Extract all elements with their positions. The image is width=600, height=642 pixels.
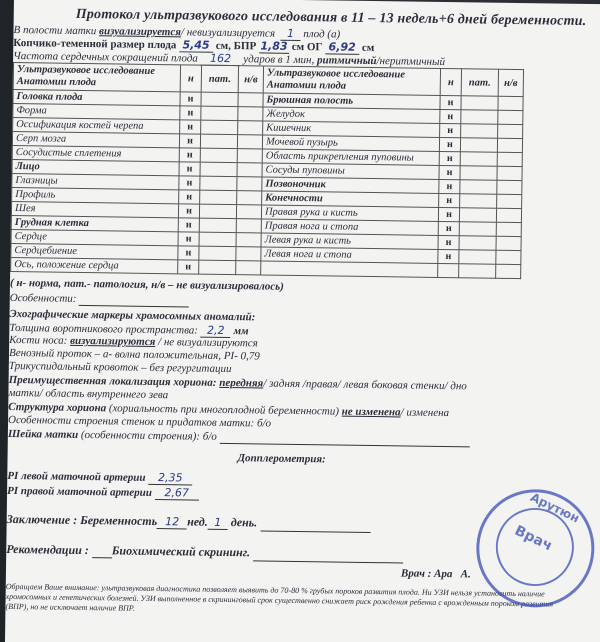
right-nv-cell bbox=[496, 236, 521, 250]
right-organ-label: Мочевой пузырь bbox=[262, 135, 439, 151]
right-norm-mark: н bbox=[439, 179, 460, 193]
left-norm-mark: н bbox=[179, 190, 200, 204]
right-organ-label: Конечности bbox=[262, 191, 439, 207]
markers-title: Эхографические маркеры хромосомных аномалий: bbox=[9, 307, 256, 324]
right-organ-label: Желудок bbox=[263, 107, 440, 123]
right-norm-mark bbox=[438, 263, 459, 277]
stamp-ring-text: Арутюн bbox=[528, 490, 582, 526]
right-pat-cell bbox=[459, 222, 496, 237]
left-norm-mark: н bbox=[178, 232, 199, 246]
left-organ-label: Оссификация костей черепа bbox=[13, 117, 180, 133]
left-nv-cell bbox=[237, 149, 262, 163]
pi-right-line: PI правой маточной артерии 2,67 bbox=[7, 484, 199, 501]
left-nv-cell bbox=[237, 163, 262, 177]
right-norm-mark: н bbox=[439, 137, 460, 151]
left-norm-mark: н bbox=[178, 246, 199, 260]
chorion-location-value: передняя bbox=[219, 376, 264, 390]
right-nv-header: н/в bbox=[498, 69, 523, 96]
right-pat-cell bbox=[460, 180, 497, 195]
left-col-header: Ультразвуковое исследование Анатомии плода bbox=[13, 63, 180, 92]
left-norm-mark: н bbox=[178, 260, 199, 274]
right-nv-cell bbox=[496, 264, 521, 278]
nt-value: 2,2 bbox=[201, 324, 231, 338]
right-norm-mark: н bbox=[440, 109, 461, 123]
recommendations-line: Рекомендации : Биохимический скрининг. bbox=[6, 542, 403, 564]
right-norm-mark: н bbox=[438, 221, 459, 235]
right-nv-cell bbox=[497, 166, 522, 180]
right-pat-cell bbox=[460, 138, 497, 153]
left-norm-mark: н bbox=[180, 106, 201, 120]
fetus-count-line: В полости матки визуализируется/ невизуализируется 1 плод (а) bbox=[13, 23, 341, 41]
visualized-option: визуализируется bbox=[98, 25, 182, 39]
doctor-signature-line: Врач : Ара А. bbox=[400, 567, 471, 581]
left-norm-mark: н bbox=[179, 176, 200, 190]
footnote: Обращаем Ваше внимание: ультразвуковая диагностика позволяет выявить до 70-80 % грубых пороков развития плода. Ни УЗИ нельзя установить наличие хромосомных и генетических болезней. УЗИ выполненное в скрининговый срок существенно снижает риск рождения ребенка с врожденным пороком развития (ВПР), но не исключает наличие ВПР. bbox=[5, 581, 554, 613]
left-nv-cell bbox=[238, 121, 263, 135]
right-organ-label: Правая рука и кисть bbox=[261, 205, 438, 221]
left-pat-cell bbox=[200, 190, 237, 205]
left-nv-cell bbox=[238, 107, 263, 121]
nose-visualized: визуализируются bbox=[70, 334, 156, 349]
right-pat-cell bbox=[460, 194, 497, 209]
left-pat-cell bbox=[201, 120, 238, 135]
left-nv-cell bbox=[236, 219, 261, 233]
left-organ-label: Сосудистые сплетения bbox=[12, 145, 179, 161]
nose-bones-line: Кости носа: визуализируются / не визуализируются bbox=[9, 333, 258, 350]
left-organ-label: Глазницы bbox=[12, 173, 179, 189]
left-organ-label: Ось, положение сердца bbox=[11, 257, 178, 273]
right-pat-cell bbox=[460, 152, 497, 167]
right-nv-cell bbox=[498, 124, 523, 138]
pi-left-value: 2,35 bbox=[148, 471, 192, 486]
left-norm-mark: н bbox=[179, 148, 200, 162]
left-norm-mark: н bbox=[180, 92, 201, 106]
left-nv-cell bbox=[236, 233, 261, 247]
cervix-line: Шейка матки (особенности строения): б/о bbox=[8, 428, 470, 447]
right-organ-label: Брюшная полость bbox=[263, 93, 440, 109]
left-pat-header: пат. bbox=[201, 65, 238, 93]
rhythmic-option: ритмичный bbox=[316, 54, 377, 68]
chorion-location-line-2: матки/ область внутреннего зева bbox=[8, 386, 169, 402]
right-n-header: н bbox=[440, 68, 461, 95]
left-nv-cell bbox=[237, 191, 262, 205]
conclusion-days: 1 bbox=[208, 516, 228, 530]
left-pat-cell bbox=[200, 176, 237, 191]
left-pat-cell bbox=[200, 162, 237, 177]
left-organ-label: Серп мозга bbox=[12, 131, 179, 147]
left-organ-label: Шея bbox=[11, 201, 178, 217]
right-pat-cell bbox=[461, 124, 498, 139]
right-norm-mark: н bbox=[438, 235, 459, 249]
right-organ-label: Кишечник bbox=[263, 121, 440, 137]
uterus-walls-line: Особенности строения стенок и придатков матки: б/о bbox=[7, 413, 272, 430]
tricuspid-line: Трикуспидальный кровоток – без регургитации bbox=[8, 359, 232, 376]
right-nv-cell bbox=[497, 194, 522, 208]
left-n-header: н bbox=[180, 65, 201, 92]
right-norm-mark: н bbox=[438, 249, 459, 263]
protocol-sheet bbox=[5, 0, 600, 642]
right-pat-cell bbox=[459, 208, 496, 223]
left-pat-cell bbox=[201, 92, 238, 107]
right-nv-cell bbox=[497, 152, 522, 166]
right-organ-label: Область прикрепления пуповины bbox=[262, 149, 439, 165]
left-nv-header: н/в bbox=[238, 66, 263, 93]
right-organ-label: Сосуды пуповины bbox=[262, 163, 439, 179]
right-pat-cell bbox=[459, 250, 496, 265]
right-norm-mark: н bbox=[440, 123, 461, 137]
pi-left-line: PI левой маточной артерии 2,35 bbox=[7, 469, 192, 486]
left-norm-mark: н bbox=[179, 162, 200, 176]
right-pat-cell bbox=[461, 96, 498, 111]
og-value: 6,92 bbox=[325, 40, 359, 54]
right-col-header: Ультразвуковое исследование Анатомии плода bbox=[263, 66, 440, 95]
left-organ-label: Сердце bbox=[11, 229, 178, 245]
doppler-title: Допплерометрия: bbox=[237, 452, 326, 466]
left-organ-label: Профиль bbox=[12, 187, 179, 203]
left-norm-mark: н bbox=[179, 134, 200, 148]
fetus-count-value: 1 bbox=[280, 27, 300, 41]
right-pat-cell bbox=[459, 264, 496, 279]
right-nv-cell bbox=[496, 222, 521, 236]
left-organ-label: Форма bbox=[13, 103, 180, 119]
heart-rate-line: Частота сердечных сокращений плода 162 ударов в 1 мин, ритмичный/неритмичный bbox=[13, 49, 446, 69]
right-organ-label: Левая нога и стопа bbox=[261, 247, 438, 263]
left-pat-cell bbox=[199, 260, 236, 275]
anatomy-table-body bbox=[11, 89, 523, 278]
right-nv-cell bbox=[496, 250, 521, 264]
right-pat-cell bbox=[460, 166, 497, 181]
left-nv-cell bbox=[236, 205, 261, 219]
right-norm-mark: н bbox=[440, 95, 461, 109]
right-nv-cell bbox=[497, 138, 522, 152]
left-nv-cell bbox=[238, 93, 263, 107]
right-pat-cell bbox=[461, 110, 498, 125]
recommendation-value: Биохимический скрининг. bbox=[111, 543, 251, 560]
left-nv-cell bbox=[237, 177, 262, 191]
measurements-line: Копчико-теменной размер плода 5,45 см, БПР 1,83 см ОГ 6,92 см bbox=[13, 36, 375, 55]
features-line: Особенности: bbox=[10, 292, 190, 308]
legend: ( н- норма, пат.- патология, н/в – не визуализировалось) bbox=[9, 276, 284, 293]
conclusion-weeks: 12 bbox=[157, 515, 187, 529]
left-nv-cell bbox=[236, 261, 261, 275]
left-organ-label: Головка плода bbox=[13, 89, 180, 105]
left-nv-cell bbox=[236, 247, 261, 261]
left-pat-cell bbox=[201, 106, 238, 121]
left-pat-cell bbox=[199, 204, 236, 219]
left-pat-cell bbox=[200, 148, 237, 163]
left-norm-mark: н bbox=[178, 204, 199, 218]
right-nv-cell bbox=[496, 208, 521, 222]
right-nv-cell bbox=[497, 180, 522, 194]
right-organ-label: Левая рука и кисть bbox=[261, 233, 438, 249]
right-organ-label: Позвоночник bbox=[262, 177, 439, 193]
right-norm-mark: н bbox=[439, 165, 460, 179]
right-norm-mark: н bbox=[439, 193, 460, 207]
chorion-structure-value: не изменена bbox=[341, 405, 401, 419]
right-norm-mark: н bbox=[438, 207, 459, 221]
left-organ-label: Лицо bbox=[12, 159, 179, 175]
left-organ-label: Грудная клетка bbox=[11, 215, 178, 231]
pi-right-value: 2,67 bbox=[155, 486, 199, 501]
bpr-value: 1,83 bbox=[260, 39, 288, 53]
left-pat-cell bbox=[199, 218, 236, 233]
left-organ-label: Сердцебиение bbox=[11, 243, 178, 259]
nt-line: Толщина воротникового пространства: 2,2 мм bbox=[9, 321, 249, 338]
heart-rate-value: 162 bbox=[200, 52, 240, 67]
right-organ-label: Правая нога и стопа bbox=[261, 219, 438, 235]
stamp-center-text: Врач bbox=[512, 522, 555, 555]
document-title: Протокол ультразвукового исследования в 11 – 13 недель+6 дней беременности. bbox=[75, 6, 587, 29]
right-organ-label bbox=[261, 261, 438, 277]
left-pat-cell bbox=[199, 232, 236, 247]
right-pat-header: пат. bbox=[461, 69, 498, 97]
left-nv-cell bbox=[237, 135, 262, 149]
right-norm-mark: н bbox=[439, 151, 460, 165]
ktr-value: 5,45 bbox=[179, 38, 213, 52]
left-norm-mark: н bbox=[180, 120, 201, 134]
right-pat-cell bbox=[459, 236, 496, 251]
venous-duct-line: Венозный проток – а- волна положительная, PI- 0,79 bbox=[8, 346, 260, 363]
right-nv-cell bbox=[498, 96, 523, 110]
anatomy-table bbox=[10, 62, 524, 279]
left-norm-mark: н bbox=[178, 218, 199, 232]
right-nv-cell bbox=[498, 110, 523, 124]
left-pat-cell bbox=[199, 246, 236, 261]
chorion-structure-line: Структура хориона (хориальность при многоплодной беременности) не изменена/ изменена bbox=[8, 400, 450, 420]
conclusion-line: Заключение : Беременность 12 нед. 1 день. bbox=[7, 512, 371, 533]
doctor-name: А. bbox=[460, 568, 471, 581]
chorion-location-line: Преимущественная локализация хориона: передняя/ задняя /правая/ левая боковая стенки/ дно bbox=[8, 373, 467, 393]
left-pat-cell bbox=[200, 134, 237, 149]
